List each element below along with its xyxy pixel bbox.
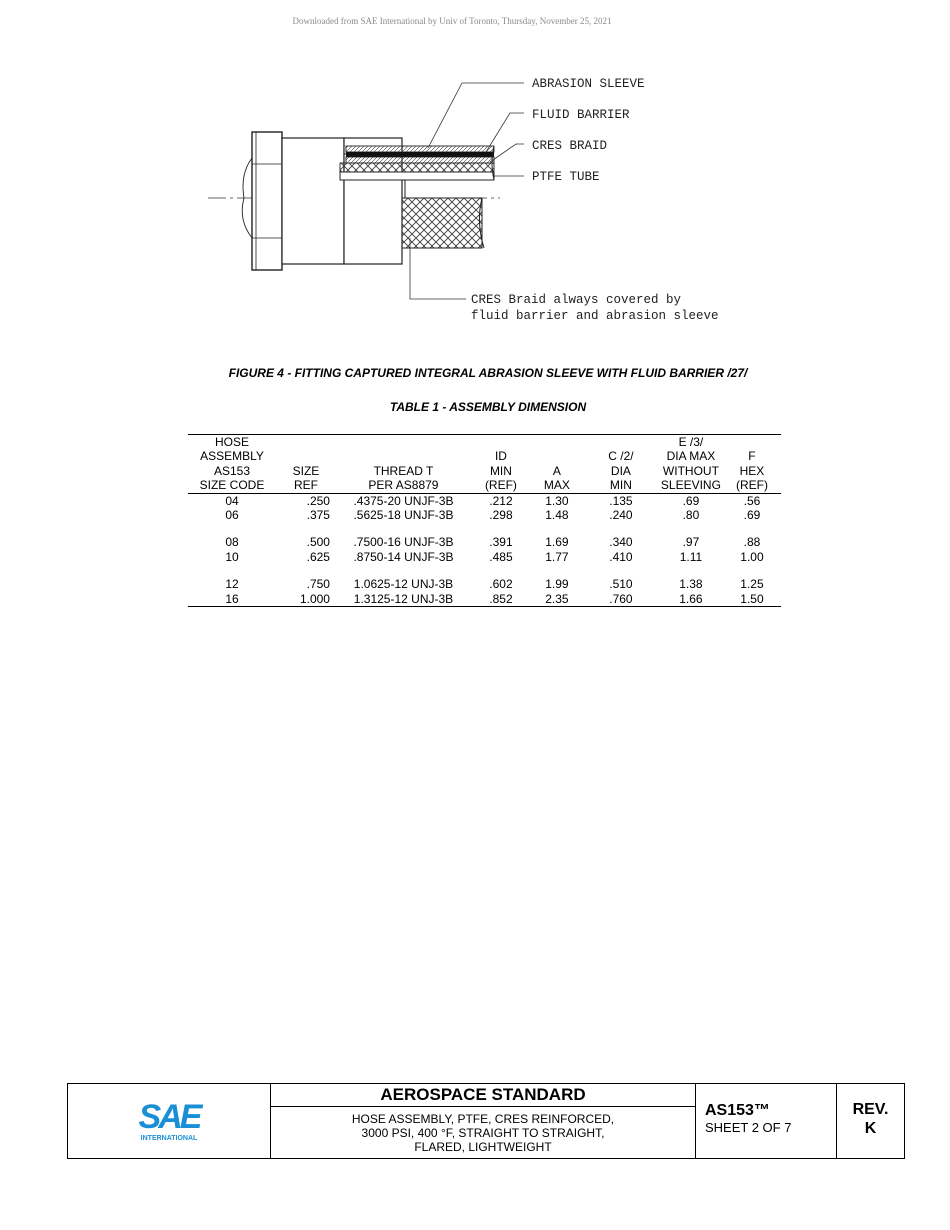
header-size-code: HOSE ASSEMBLY AS153 SIZE CODE: [188, 435, 276, 494]
cell-e-dia: 1.11: [679, 549, 703, 564]
document-number: AS153™: [705, 1102, 770, 1119]
sae-logo: [68, 1084, 271, 1158]
cell-size-ref: .625: [306, 549, 330, 564]
cell-id: .852: [471, 592, 531, 607]
title-cell: [271, 1084, 696, 1158]
cell-id: .212: [489, 493, 513, 508]
table-row: [188, 493, 781, 508]
cell-c-dia: .410: [609, 549, 633, 564]
cell-e-dia: .97: [682, 535, 700, 550]
cell-a-max: 1.30: [545, 493, 569, 508]
cell-e-dia: 1.66: [659, 592, 723, 607]
cell-e-dia: .69: [682, 493, 700, 508]
fitting-figure: [200, 62, 760, 342]
cell-size-code: 12: [225, 577, 239, 592]
callout-abrasion-sleeve: ABRASION SLEEVE: [532, 77, 645, 91]
callout-fluid-barrier: FLUID BARRIER: [532, 108, 630, 122]
fitting-drawing: [200, 62, 760, 342]
braid-note-line2: fluid barrier and abrasion sleeve: [471, 309, 719, 323]
cell-size-code: 06: [225, 508, 239, 523]
cell-f-hex: .69: [743, 508, 761, 523]
cell-size-ref: 1.000: [276, 592, 336, 607]
cell-size-code: 16: [188, 592, 276, 607]
callout-ptfe-tube: PTFE TUBE: [532, 170, 600, 184]
cell-a-max: 1.48: [545, 508, 569, 523]
cell-size-code: 04: [225, 493, 239, 508]
cell-thread: .7500-16 UNJF-3B: [353, 535, 454, 550]
callout-cres-braid: CRES BRAID: [532, 139, 608, 153]
cell-f-hex: .56: [743, 493, 761, 508]
document-number-cell: [696, 1084, 837, 1158]
svg-text:SAE: SAE: [138, 1098, 200, 1136]
sae-logo-mark: [129, 1098, 209, 1144]
cell-id: .602: [489, 577, 513, 592]
cell-size-code: 10: [225, 549, 239, 564]
cell-c-dia: .340: [609, 535, 633, 550]
cell-thread: 1.0625-12 UNJ-3B: [353, 577, 454, 592]
cell-size-code: 08: [225, 535, 239, 550]
braided-hose: [402, 198, 484, 248]
revision-value: K: [864, 1120, 877, 1137]
table-row: [188, 592, 781, 607]
cell-e-dia: .80: [682, 508, 700, 523]
leader-lines: [410, 83, 524, 299]
header-f-hex: F HEX (REF): [723, 435, 781, 494]
document-description: HOSE ASSEMBLY, PTFE, CRES REINFORCED, 3000 PSI, 400 °F, STRAIGHT TO STRAIGHT, FLARED, LIGHTWEIGHT: [351, 1112, 615, 1154]
header-thread: THREAD T PER AS8879: [336, 435, 471, 494]
cell-f-hex: 1.00: [740, 549, 764, 564]
header-e-dia: E /3/ DIA MAX WITHOUT SLEEVING: [660, 435, 721, 493]
cell-size-ref: .375: [306, 508, 330, 523]
revision-cell: [837, 1084, 904, 1158]
cell-id: .298: [489, 508, 513, 523]
header-c-dia: C /2/ DIA MIN: [583, 435, 659, 494]
braid-note-line1: CRES Braid always covered by: [471, 293, 682, 307]
cell-thread: .5625-18 UNJF-3B: [353, 508, 454, 523]
header-size-ref: SIZE REF: [276, 435, 336, 494]
cell-id: .485: [489, 549, 513, 564]
cell-f-hex: .88: [743, 535, 761, 550]
figure-caption: FIGURE 4 - FITTING CAPTURED INTEGRAL ABRASION SLEEVE WITH FLUID BARRIER /27/: [228, 366, 748, 380]
cell-size-ref: .250: [306, 493, 330, 508]
cell-c-dia: .510: [609, 577, 633, 592]
sheet-number: SHEET 2 OF 7: [705, 1120, 792, 1135]
table-caption: TABLE 1 - ASSEMBLY DIMENSION: [389, 400, 587, 414]
aerospace-standard-heading: AEROSPACE STANDARD: [271, 1084, 695, 1107]
cell-a-max: 2.35: [531, 592, 583, 607]
cell-f-hex: 1.50: [723, 592, 781, 607]
cell-size-ref: .500: [306, 535, 330, 550]
table-row: [188, 522, 781, 549]
cell-c-dia: .135: [609, 493, 633, 508]
hex-nut: [242, 132, 282, 270]
cell-a-max: 1.99: [545, 577, 569, 592]
cell-thread: .8750-14 UNJF-3B: [353, 549, 454, 564]
header-a-max: A MAX: [531, 435, 583, 494]
cell-thread: .4375-20 UNJF-3B: [353, 493, 454, 508]
cell-size-ref: .750: [306, 577, 330, 592]
header-id: ID MIN (REF): [471, 435, 531, 494]
table-row: [188, 550, 781, 564]
assembly-dimension-table: [188, 434, 781, 607]
table-header-row: [188, 435, 781, 494]
cell-c-dia: .240: [609, 508, 633, 523]
cell-id: .391: [489, 535, 513, 550]
cell-thread: 1.3125-12 UNJ-3B: [336, 592, 471, 607]
table-row: [188, 564, 781, 591]
cell-e-dia: 1.38: [679, 577, 703, 592]
download-watermark: Downloaded from SAE International by Univ of Toronto, Thursday, November 25, 2021: [292, 16, 612, 26]
svg-text:INTERNATIONAL: INTERNATIONAL: [140, 1135, 198, 1142]
cell-a-max: 1.69: [545, 535, 569, 550]
cell-f-hex: 1.25: [740, 577, 764, 592]
revision-label: REV.: [852, 1101, 889, 1118]
cell-c-dia: .760: [583, 592, 659, 607]
title-block: [67, 1083, 905, 1159]
cell-a-max: 1.77: [545, 549, 569, 564]
table-row: [188, 508, 781, 522]
